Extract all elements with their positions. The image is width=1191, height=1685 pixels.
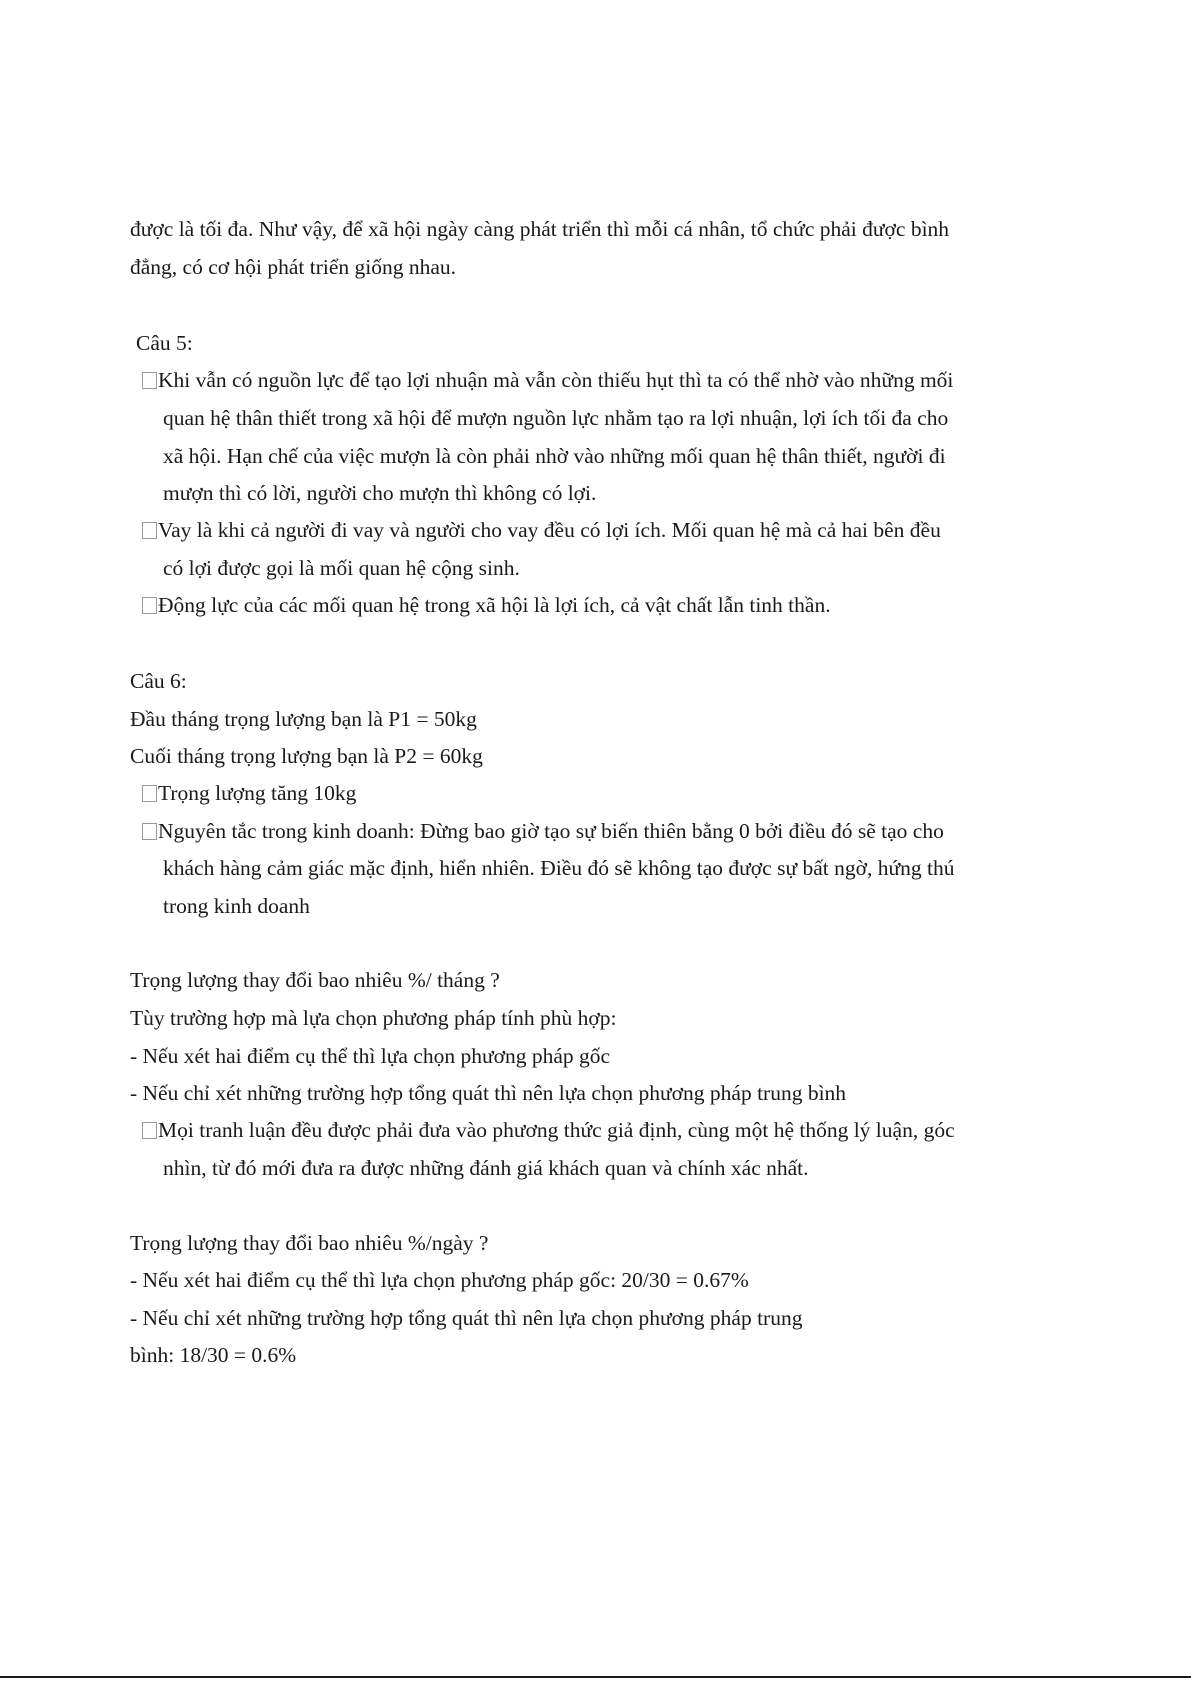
monthly-bullet-line2: nhìn, từ đó mới đưa ra được những đánh giá khách quan và chính xác nhất.	[163, 1156, 809, 1180]
cau6-bullet2-line3: trong kinh doanh	[163, 894, 310, 918]
intro-line-1: được là tối đa. Như vậy, để xã hội ngày càng phát triển thì mỗi cá nhân, tổ chức phải được bình	[130, 217, 950, 241]
cau6-bullet2-line2: khách hàng cảm giác mặc định, hiển nhiên. Điều đó sẽ không tạo được sự bất ngờ, hứng thú	[163, 856, 955, 880]
bullet-box-icon	[142, 1122, 157, 1139]
bullet-box-icon	[142, 823, 157, 840]
cau5-bullet3-line1: Động lực của các mối quan hệ trong xã hội là lợi ích, cả vật chất lẫn tinh thần.	[158, 593, 831, 617]
monthly-dash-2: - Nếu chỉ xét những trường hợp tổng quát thì nên lựa chọn phương pháp trung bình	[130, 1081, 847, 1105]
intro-line-2: đẳng, có cơ hội phát triển giống nhau.	[130, 255, 457, 279]
bullet-box-icon	[142, 785, 157, 802]
cau6-p1: Đầu tháng trọng lượng bạn là P1 = 50kg	[130, 707, 477, 731]
bullet-box-icon	[142, 522, 157, 539]
daily-dash-2: - Nếu chỉ xét những trường hợp tổng quát thì nên lựa chọn phương pháp trung	[130, 1306, 803, 1330]
cau5-bullet1-line3: xã hội. Hạn chế của việc mượn là còn phải nhờ vào những mối quan hệ thân thiết, người đi	[163, 444, 946, 468]
cau5-bullet2-line1: Vay là khi cả người đi vay và người cho vay đều có lợi ích. Mối quan hệ mà cả hai bên đều	[158, 518, 941, 542]
cau5-bullet1-line2: quan hệ thân thiết trong xã hội để mượn nguồn lực nhằm tạo ra lợi nhuận, lợi ích tối đa cho	[163, 406, 949, 430]
daily-dash-1: - Nếu xét hai điểm cụ thể thì lựa chọn phương pháp gốc: 20/30 = 0.67%	[130, 1268, 749, 1292]
cau5-heading: Câu 5:	[136, 331, 193, 355]
cau5-bullet1-line4: mượn thì có lời, người cho mượn thì không có lợi.	[163, 481, 597, 505]
bullet-box-icon	[142, 597, 157, 614]
daily-question: Trọng lượng thay đổi bao nhiêu %/ngày ?	[130, 1231, 489, 1255]
cau6-bullet1-line1: Trọng lượng tăng 10kg	[158, 781, 357, 805]
monthly-bullet-line1: Mọi tranh luận đều được phải đưa vào phương thức giả định, cùng một hệ thống lý luận, góc	[158, 1118, 955, 1142]
cau6-bullet2-line1: Nguyên tắc trong kinh doanh: Đừng bao giờ tạo sự biến thiên bằng 0 bởi điều đó sẽ tạo cho	[158, 819, 944, 843]
cau6-p2: Cuối tháng trọng lượng bạn là P2 = 60kg	[130, 744, 483, 768]
cau5-bullet2-line2: có lợi được gọi là mối quan hệ cộng sinh.	[163, 556, 520, 580]
monthly-intro: Tùy trường hợp mà lựa chọn phương pháp tính phù hợp:	[130, 1006, 617, 1030]
cau5-bullet1-line1: Khi vẫn có nguồn lực để tạo lợi nhuận mà vẫn còn thiếu hụt thì ta có thể nhờ vào những mối	[158, 368, 954, 392]
monthly-question: Trọng lượng thay đổi bao nhiêu %/ tháng ?	[130, 968, 500, 992]
monthly-dash-1: - Nếu xét hai điểm cụ thể thì lựa chọn phương pháp gốc	[130, 1044, 611, 1068]
daily-dash-2-continued: bình: 18/30 = 0.6%	[130, 1343, 297, 1367]
page-bottom-divider	[0, 1676, 1191, 1678]
bullet-box-icon	[142, 372, 157, 389]
cau6-heading: Câu 6:	[130, 669, 187, 693]
